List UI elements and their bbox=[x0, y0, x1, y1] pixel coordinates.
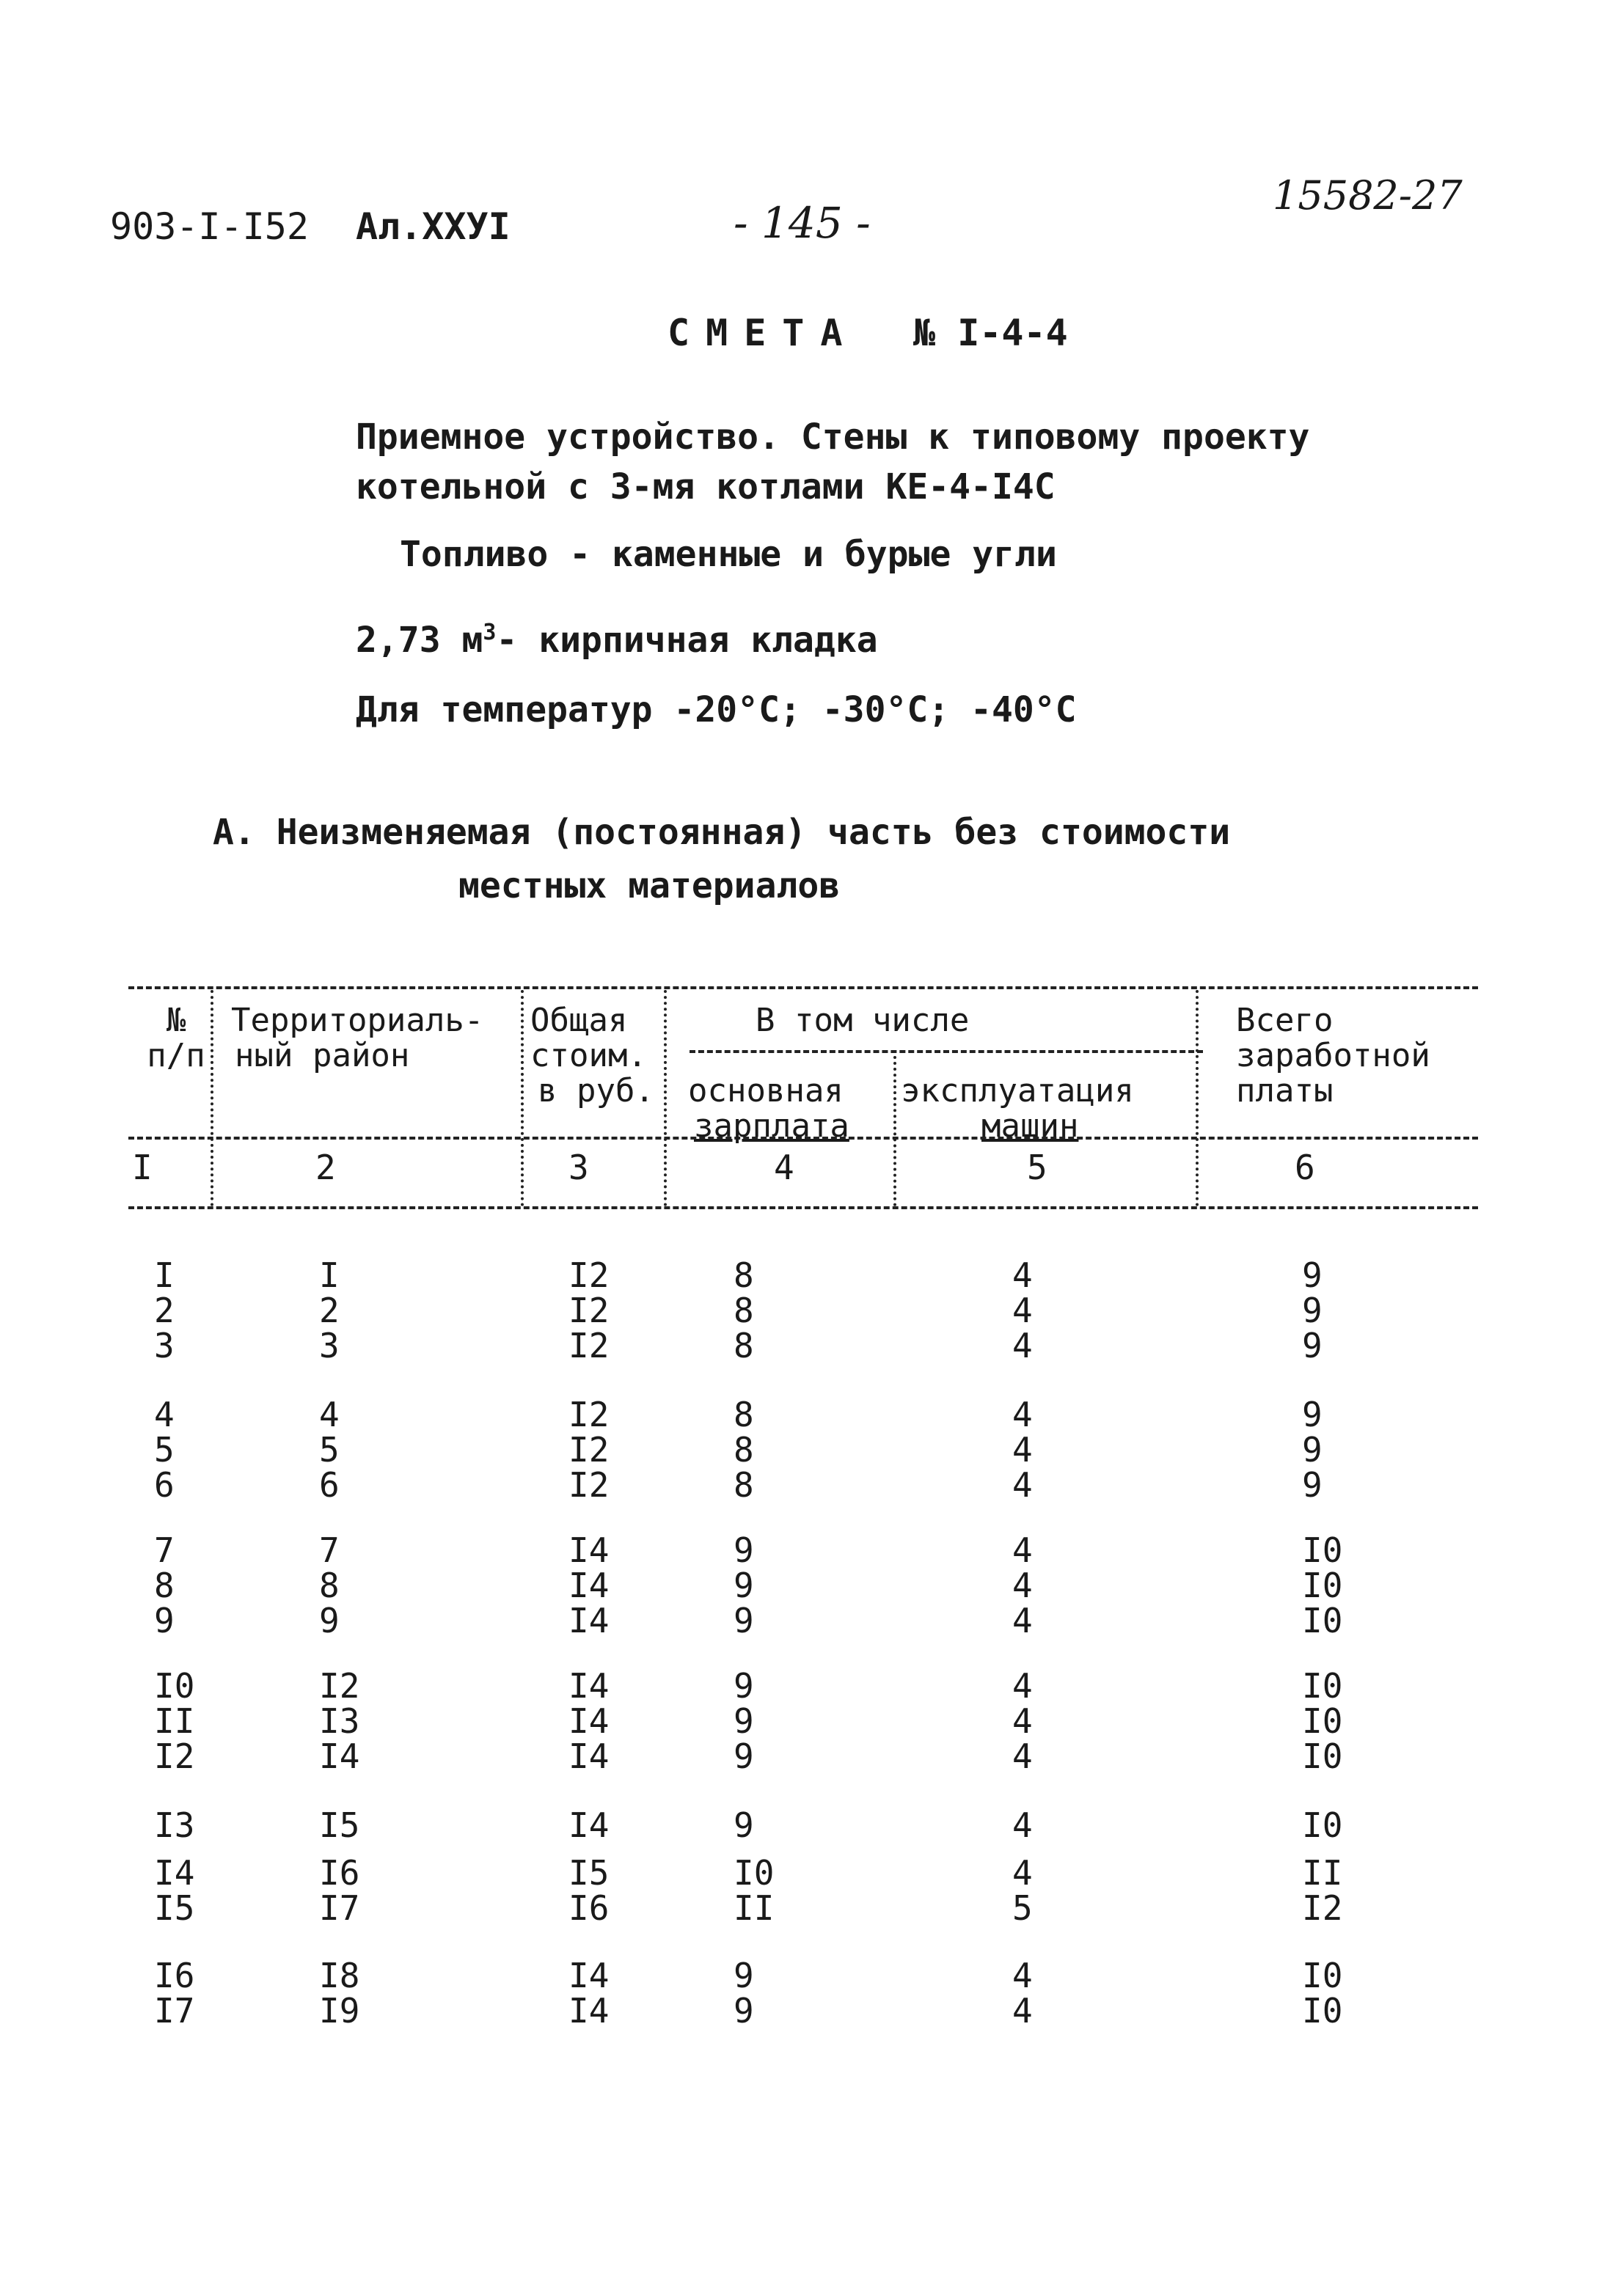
table-cell: I4 bbox=[319, 1736, 360, 1776]
sheet-id: 15582-27 bbox=[1273, 172, 1463, 219]
table-cell: I4 bbox=[568, 1666, 610, 1706]
table-cell: 4 bbox=[1012, 1701, 1033, 1741]
table-cell: I2 bbox=[154, 1736, 195, 1776]
table-cell: 6 bbox=[319, 1465, 340, 1505]
table-cell: I6 bbox=[568, 1888, 610, 1928]
header-col5: эксплуатация машин bbox=[901, 1072, 1134, 1145]
table-cell: I8 bbox=[319, 1956, 360, 1995]
table-cell: 5 bbox=[319, 1430, 340, 1470]
table-cell: 4 bbox=[1012, 1601, 1033, 1640]
table-cell: I4 bbox=[568, 1566, 610, 1605]
table-cell: 4 bbox=[1012, 1395, 1033, 1434]
table-cell: I7 bbox=[154, 1991, 195, 2031]
table-cell: I bbox=[319, 1255, 340, 1295]
table-cell: 2 bbox=[319, 1291, 340, 1330]
column-number-rule bbox=[128, 1206, 1478, 1209]
table-cell: 4 bbox=[319, 1395, 340, 1434]
column-number-1: I bbox=[132, 1148, 153, 1187]
table-cell: 9 bbox=[734, 1530, 754, 1570]
header-col2: Территориаль- ный район bbox=[231, 1002, 484, 1074]
group-sub-rule bbox=[690, 1050, 1203, 1053]
table-cell: I4 bbox=[154, 1853, 195, 1893]
table-cell: I0 bbox=[1302, 1566, 1343, 1605]
table-cell: 9 bbox=[1302, 1255, 1323, 1295]
table-cell: 4 bbox=[1012, 1853, 1033, 1893]
column-number-3: 3 bbox=[568, 1148, 589, 1187]
table-cell: I4 bbox=[568, 1991, 610, 2031]
table-top-rule bbox=[128, 986, 1478, 989]
column-number-2: 2 bbox=[315, 1148, 336, 1187]
volume-value: 2,73 м bbox=[356, 620, 483, 661]
table-cell: 8 bbox=[734, 1255, 754, 1295]
table-cell: 5 bbox=[1012, 1888, 1033, 1928]
table-cell: I2 bbox=[568, 1395, 610, 1434]
table-cell: 4 bbox=[1012, 1430, 1033, 1470]
table-cell: 4 bbox=[1012, 1291, 1033, 1330]
table-cell: 4 bbox=[1012, 1465, 1033, 1505]
table-cell: 9 bbox=[734, 1601, 754, 1640]
table-cell: 8 bbox=[734, 1465, 754, 1505]
table-cell: 4 bbox=[1012, 1805, 1033, 1845]
col-separator-5 bbox=[1196, 990, 1199, 1206]
col-separator-1 bbox=[211, 990, 213, 1206]
table-cell: I2 bbox=[568, 1465, 610, 1505]
table-cell: I6 bbox=[319, 1853, 360, 1893]
header-col3: Общая стоим. в руб. bbox=[530, 1002, 654, 1110]
table-cell: 9 bbox=[734, 1701, 754, 1741]
table-cell: 9 bbox=[734, 1566, 754, 1605]
table-cell: I5 bbox=[154, 1888, 195, 1928]
table-cell: 8 bbox=[734, 1395, 754, 1434]
table-cell: I2 bbox=[568, 1430, 610, 1470]
table-cell: 9 bbox=[154, 1601, 175, 1640]
table-cell: 9 bbox=[734, 1956, 754, 1995]
table-cell: I4 bbox=[568, 1701, 610, 1741]
table-cell: I4 bbox=[568, 1736, 610, 1776]
page-number: - 145 - bbox=[734, 198, 871, 248]
table-cell: I4 bbox=[568, 1530, 610, 1570]
table-cell: 4 bbox=[154, 1395, 175, 1434]
table-cell: I0 bbox=[1302, 1530, 1343, 1570]
table-cell: 2 bbox=[154, 1291, 175, 1330]
table-cell: I0 bbox=[154, 1666, 195, 1706]
col-separator-2 bbox=[521, 990, 524, 1206]
header-col4: основная зарплата bbox=[688, 1072, 849, 1145]
section-heading-line-2: местных материалов bbox=[458, 865, 841, 906]
table-cell: I2 bbox=[319, 1666, 360, 1706]
table-cell: I9 bbox=[319, 1991, 360, 2031]
table-cell: I4 bbox=[568, 1805, 610, 1845]
table-cell: I3 bbox=[154, 1805, 195, 1845]
table-cell: I3 bbox=[319, 1701, 360, 1741]
table-cell: 4 bbox=[1012, 1255, 1033, 1295]
table-cell: 4 bbox=[1012, 1991, 1033, 2031]
table-cell: 9 bbox=[1302, 1430, 1323, 1470]
table-cell: 9 bbox=[734, 1736, 754, 1776]
album-number: Ал.XXУI bbox=[356, 205, 511, 248]
table-cell: I6 bbox=[154, 1956, 195, 1995]
table-cell: 4 bbox=[1012, 1666, 1033, 1706]
table-cell: I0 bbox=[1302, 1601, 1343, 1640]
table-cell: I0 bbox=[1302, 1991, 1343, 2031]
table-cell: I2 bbox=[568, 1255, 610, 1295]
volume-text: - кирпичная кладка bbox=[496, 620, 878, 661]
table-cell: 3 bbox=[319, 1326, 340, 1365]
table-cell: I7 bbox=[319, 1888, 360, 1928]
table-cell: I0 bbox=[1302, 1736, 1343, 1776]
header-col6: Всего заработной платы bbox=[1236, 1002, 1430, 1110]
table-cell: 9 bbox=[1302, 1465, 1323, 1505]
table-cell: I0 bbox=[1302, 1805, 1343, 1845]
table-cell: 4 bbox=[1012, 1326, 1033, 1365]
table-cell: 8 bbox=[734, 1326, 754, 1365]
table-cell: 8 bbox=[319, 1566, 340, 1605]
table-cell: 9 bbox=[734, 1991, 754, 2031]
table-cell: I5 bbox=[568, 1853, 610, 1893]
column-number-4: 4 bbox=[774, 1148, 794, 1187]
table-cell: I4 bbox=[568, 1956, 610, 1995]
table-cell: 6 bbox=[154, 1465, 175, 1505]
document-title: СМЕТА bbox=[668, 312, 859, 354]
table-cell: 3 bbox=[154, 1326, 175, 1365]
volume-superscript: 3 bbox=[483, 620, 497, 645]
table-cell: 9 bbox=[734, 1666, 754, 1706]
description-line-1: Приемное устройство. Стены к типовому проекту bbox=[356, 417, 1310, 458]
table-cell: 8 bbox=[734, 1291, 754, 1330]
table-cell: 9 bbox=[1302, 1326, 1323, 1365]
table-cell: 7 bbox=[154, 1530, 175, 1570]
column-number-6: 6 bbox=[1295, 1148, 1315, 1187]
document-code: 903-I-I52 bbox=[110, 205, 309, 248]
table-cell: I0 bbox=[1302, 1956, 1343, 1995]
table-cell: I0 bbox=[1302, 1701, 1343, 1741]
table-cell: 4 bbox=[1012, 1530, 1033, 1570]
table-cell: I2 bbox=[1302, 1888, 1343, 1928]
table-cell: 9 bbox=[734, 1805, 754, 1845]
header-group: В том числе bbox=[756, 1002, 970, 1039]
table-cell: 4 bbox=[1012, 1566, 1033, 1605]
table-cell: 9 bbox=[1302, 1395, 1323, 1434]
temperatures: Для температур -20°С; -30°С; -40°С bbox=[356, 689, 1077, 730]
table-cell: I0 bbox=[734, 1853, 775, 1893]
table-cell: 4 bbox=[1012, 1736, 1033, 1776]
column-number-5: 5 bbox=[1027, 1148, 1047, 1187]
table-cell: I0 bbox=[1302, 1666, 1343, 1706]
table-cell: II bbox=[154, 1701, 195, 1741]
col-separator-4 bbox=[893, 1056, 896, 1206]
table-cell: 9 bbox=[1302, 1291, 1323, 1330]
table-cell: 4 bbox=[1012, 1956, 1033, 1995]
table-cell: I5 bbox=[319, 1805, 360, 1845]
table-cell: I2 bbox=[568, 1291, 610, 1330]
section-heading-line-1: А. Неизменяемая (постоянная) часть без стоимости bbox=[213, 812, 1231, 853]
table-cell: II bbox=[734, 1888, 775, 1928]
header-col1: № п/п bbox=[147, 1002, 205, 1074]
estimate-number: № I-4-4 bbox=[913, 312, 1068, 354]
volume-line bbox=[356, 620, 878, 661]
table-cell: 9 bbox=[319, 1601, 340, 1640]
col-separator-3 bbox=[664, 990, 667, 1206]
description-line-2: котельной с 3-мя котлами КЕ-4-I4С bbox=[356, 466, 1056, 507]
table-cell: 8 bbox=[734, 1430, 754, 1470]
table-cell: 8 bbox=[154, 1566, 175, 1605]
table-cell: 7 bbox=[319, 1530, 340, 1570]
fuel-type: Топливо - каменные и бурые угли bbox=[400, 534, 1057, 575]
table-cell: II bbox=[1302, 1853, 1343, 1893]
table-cell: 5 bbox=[154, 1430, 175, 1470]
table-cell: I4 bbox=[568, 1601, 610, 1640]
table-cell: I2 bbox=[568, 1326, 610, 1365]
table-cell: I bbox=[154, 1255, 175, 1295]
